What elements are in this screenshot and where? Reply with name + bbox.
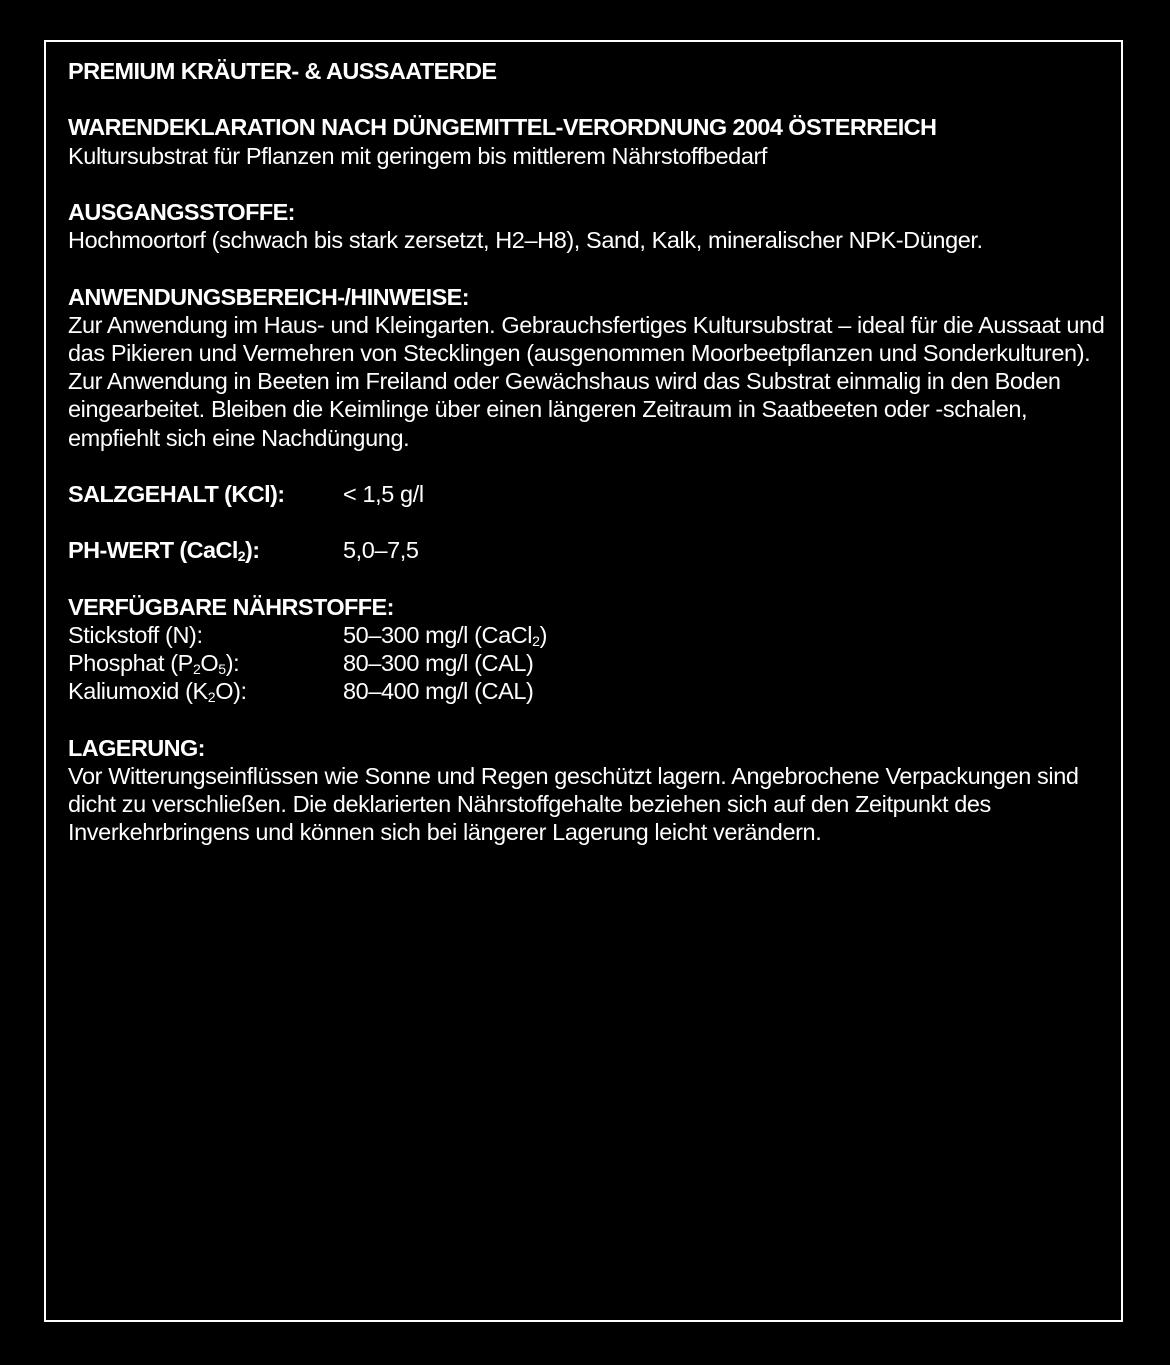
salt-value: < 1,5 g/l — [343, 480, 424, 507]
nitrogen-value-suffix: ) — [539, 621, 548, 648]
product-label — [68, 57, 1118, 875]
ph-label-subscript: 2 — [237, 548, 245, 565]
potassium-row — [68, 677, 1118, 705]
ingredients-text: Hochmoortorf (schwach bis stark zersetzt, H2–H8), Sand, Kalk, mineralischer NPK-Dünger. — [68, 227, 983, 254]
phosphate-label-b: O — [200, 650, 219, 677]
usage-section — [68, 283, 1118, 452]
storage-heading: LAGERUNG: — [68, 734, 205, 761]
nitrogen-value-subscript: 2 — [532, 633, 540, 650]
phosphate-label-sub2: 5 — [218, 661, 226, 678]
phosphate-label — [68, 649, 343, 677]
nitrogen-row — [68, 621, 1118, 649]
potassium-label-a: Kaliumoxid (K — [68, 678, 208, 705]
declaration-text: Kultursubstrat für Pflanzen mit geringem bis mittlerem Nährstoffbedarf — [68, 142, 768, 169]
phosphate-label-a: Phosphat (P — [68, 650, 193, 677]
usage-text: Zur Anwendung im Haus- und Kleingarten. Gebrauchsfertiges Kultursubstrat – ideal für die Aussaat und das Pikieren und Vermehren von Stecklingen (ausgenommen Moorbeetpflanzen und Sonderkulturen). Zur Anwendung in Beeten im Freiland oder Gewächshaus wird das Substrat einmalig in den Boden eingearbeitet. Bleiben die Keimlinge über einen längeren Zeitraum in Saatbeeten oder -schalen, empfiehlt sich eine Nachdüngung. — [68, 311, 1105, 451]
nitrogen-label: Stickstoff (N): — [68, 621, 203, 648]
ingredients-heading: AUSGANGSSTOFFE: — [68, 198, 295, 225]
storage-section — [68, 734, 1118, 847]
potassium-value: 80–400 mg/l (CAL) — [343, 678, 534, 705]
ph-label — [68, 536, 343, 564]
potassium-label-sub: 2 — [207, 689, 216, 706]
phosphate-value: 80–300 mg/l (CAL) — [343, 650, 534, 677]
product-title: PREMIUM KRÄUTER- & AUSSAATERDE — [68, 58, 497, 84]
phosphate-label-sub1: 2 — [192, 661, 201, 678]
title-block — [68, 57, 1118, 85]
phosphate-row — [68, 649, 1118, 677]
declaration-section — [68, 113, 1118, 169]
salt-label: SALZGEHALT (KCl): — [68, 480, 285, 507]
ph-value: 5,0–7,5 — [343, 537, 419, 564]
nutrients-heading: VERFÜGBARE NÄHRSTOFFE: — [68, 593, 394, 620]
ph-label-prefix: PH-WERT (CaCl — [68, 537, 238, 564]
potassium-label — [68, 677, 343, 705]
salt-row — [68, 480, 1118, 508]
ingredients-section — [68, 198, 1118, 254]
phosphate-label-c: ): — [225, 650, 240, 677]
storage-text: Vor Witterungseinflüssen wie Sonne und Regen geschützt lagern. Angebrochene Verpackungen sind dicht zu verschließen. Die deklarierten Nährstoffgehalte beziehen sich auf den Zeitpunkt des Inverkehrbringens und können sich bei längerer Lagerung leicht verändern. — [68, 762, 1079, 846]
declaration-heading: WARENDEKLARATION NACH DÜNGEMITTEL-VERORDNUNG 2004 ÖSTERREICH — [68, 114, 937, 141]
nutrients-section — [68, 593, 1118, 706]
ph-row — [68, 536, 1118, 564]
usage-heading: ANWENDUNGSBEREICH-/HINWEISE: — [68, 283, 469, 310]
potassium-label-b: O): — [215, 678, 247, 705]
ph-label-suffix: ): — [245, 537, 260, 564]
nitrogen-value-prefix: 50–300 mg/l (CaCl — [343, 621, 533, 648]
nitrogen-value — [343, 621, 547, 649]
